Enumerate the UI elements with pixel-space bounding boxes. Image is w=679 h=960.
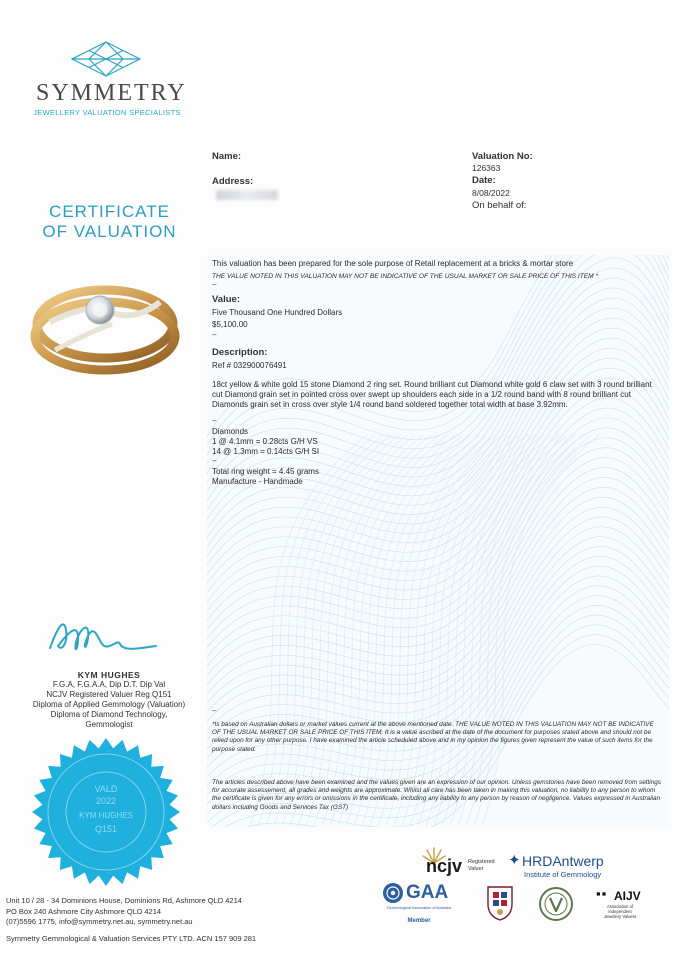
hrd-text: HRDAntwerp xyxy=(522,853,604,869)
appraiser-credential: Diploma of Diamond Technology, xyxy=(50,710,168,719)
separator: – xyxy=(212,416,217,425)
aijv-logo xyxy=(596,888,658,928)
ring-photo xyxy=(30,262,180,380)
valuation-date: 8/08/2022 xyxy=(472,188,510,198)
footer-company: Symmetry Gemmological & Valuation Services PTY LTD. ACN 157 909 281 xyxy=(6,934,257,943)
appraiser-credential: NCJV Registered Valuer Reg Q151 xyxy=(46,690,172,699)
aijv-subtitle-line: Association of xyxy=(606,904,634,909)
valuer-circle-icon xyxy=(538,886,574,922)
crest-icon xyxy=(484,884,516,922)
gaa-logo xyxy=(378,880,460,926)
symmetry-logo-icon xyxy=(70,40,142,78)
separator: – xyxy=(212,280,217,289)
examination-note: The articles described above have been examined and the values given are an expression of our opinion. Unless gemstones have been removed from settings for accurate assessement, all grades and weights are approximate. Whilst all care has been taken in making this valuation, no liability to any person to whom the certificate is given for any errors or omissions in the certificate, including any liability to any person by reason of negligence. Values expressed in Australian dollars including Goods and Services Tax (GST) xyxy=(212,779,662,811)
value-amount: $5,100.00 xyxy=(212,320,248,329)
name-label: Name: xyxy=(212,151,242,162)
gaa-text: GAA xyxy=(406,882,449,903)
appraiser-block xyxy=(14,670,204,730)
diamond-line: 1 @ 4.1mm = 0.28cts G/H VS xyxy=(212,437,318,446)
valuation-number: 126363 xyxy=(472,163,501,173)
ring-weight: Total ring weight = 4.45 grams xyxy=(212,467,319,476)
ncjv-logo xyxy=(422,846,504,876)
gaa-globe-icon xyxy=(382,882,404,904)
aijv-subtitle-line: Independent xyxy=(608,909,632,914)
date-label: Date: xyxy=(472,175,496,186)
redacted-address xyxy=(216,190,278,200)
separator: – xyxy=(212,456,217,465)
hrd-star-icon: ✦ xyxy=(508,852,521,869)
ncjv-subtitle-line: Valuer xyxy=(468,865,484,872)
on-behalf-label: On behalf of: xyxy=(472,200,527,211)
aijv-text: AIJV xyxy=(614,889,641,903)
gaa-member: Member xyxy=(407,918,431,924)
aijv-squares-icon: ▪▪ xyxy=(596,886,608,901)
appraiser-credential: Diploma of Applied Gemmology (Valuation) xyxy=(32,700,186,709)
address-label: Address: xyxy=(212,176,254,187)
manufacture: Manufacture - Handmade xyxy=(212,477,303,486)
reference-number: Ref # 032900076491 xyxy=(212,361,287,370)
aijv-subtitle xyxy=(596,904,644,919)
footer-address-line: PO Box 240 Ashmore City Ashmore QLD 4214 xyxy=(6,906,162,916)
footer-contact: (07)5596 1775, info@symmetry.net.au, symmetry.net.au xyxy=(6,917,193,926)
appraiser-credential: Gemmologist xyxy=(85,720,133,729)
valuation-number-label: Valuation No: xyxy=(472,151,533,162)
purpose-disclaimer: THE VALUE NOTED IN THIS VALUATION MAY NOT BE INDICATIVE OF THE USUAL MARKET OR SALE PRICE OF THIS ITEM * xyxy=(212,273,599,280)
footer-address xyxy=(6,896,242,928)
footer-address-line: Unit 10 / 28 - 34 Dominions House, Dominions Rd, Ashmore QLD 4214 xyxy=(6,896,242,905)
seal-code: Q151 xyxy=(94,824,118,834)
brand-name: SYMMETRY xyxy=(36,80,187,106)
appraiser-credential: F.G.A, F.G.A.A, Dip D.T. Dip Val xyxy=(52,680,166,689)
hrd-antwerp-logo xyxy=(508,853,628,881)
hrd-subtitle: Institute of Gemmology xyxy=(524,870,602,879)
separator: – xyxy=(212,330,217,339)
ncjv-text: ncjv xyxy=(426,856,463,876)
signature xyxy=(44,608,164,664)
value-words: Five Thousand One Hundred Dollars xyxy=(212,308,343,317)
valuer-seal xyxy=(30,736,182,888)
description-paragraph: 18ct yellow & white gold 15 stone Diamond 2 ring set. Round brilliant cut Diamond white gold 6 claw set with 3 round brilliant cut Diamond grain set in pointed cross over swept up shoulders each side in a 1/2 round band with 8 round brilliant cut Diamonds grain set in cross over style 1/4 round band soldered together total width at base 3.92mm. xyxy=(212,380,652,410)
aijv-subtitle-line: Jewellery Valuers xyxy=(603,914,637,919)
gaa-subtitle: Gemmological Association of Australia xyxy=(386,906,452,910)
diamond-line: 14 @ 1.3mm = 0.14cts G/H SI xyxy=(212,447,320,456)
value-label: Value: xyxy=(212,294,240,305)
appraiser-name: KYM HUGHES xyxy=(77,670,141,680)
svg-text:VALD: VALD xyxy=(94,784,118,794)
purpose-statement: This valuation has been prepared for the sole purpose of Retail replacement at a bricks & mortar store xyxy=(212,259,574,268)
currency-note: *Is based on Australian dollars or market values current at the above mentioned date. THE VALUE NOTED IN THIS VALUATION MAY NOT BE INDICATIVE OF THE USUAL MARKET OR SALE PRICE OF THIS ITEM. It is a value ascribed at the date of the document for purposes stated above and should not be relied upon for any other purpose. I have examined the article scheduled above and in my opinion the figures given represent the value of such items for the purpose stated. xyxy=(212,721,654,753)
ncjv-subtitle xyxy=(468,859,495,872)
description-label: Description: xyxy=(212,347,268,358)
separator: – xyxy=(212,706,217,715)
seal-year: 2022 xyxy=(95,796,117,806)
certificate-title-line2: OF VALUATION xyxy=(42,222,177,241)
brand-tagline: JEWELLERY VALUATION SPECIALISTS xyxy=(33,108,181,117)
seal-name: KYM HUGHES xyxy=(79,811,133,820)
ncjv-subtitle-line: Registered xyxy=(468,859,495,865)
certificate-title-line1: CERTIFICATE xyxy=(49,202,170,221)
certificate-title xyxy=(22,202,197,242)
diamonds-heading: Diamonds xyxy=(212,427,249,436)
